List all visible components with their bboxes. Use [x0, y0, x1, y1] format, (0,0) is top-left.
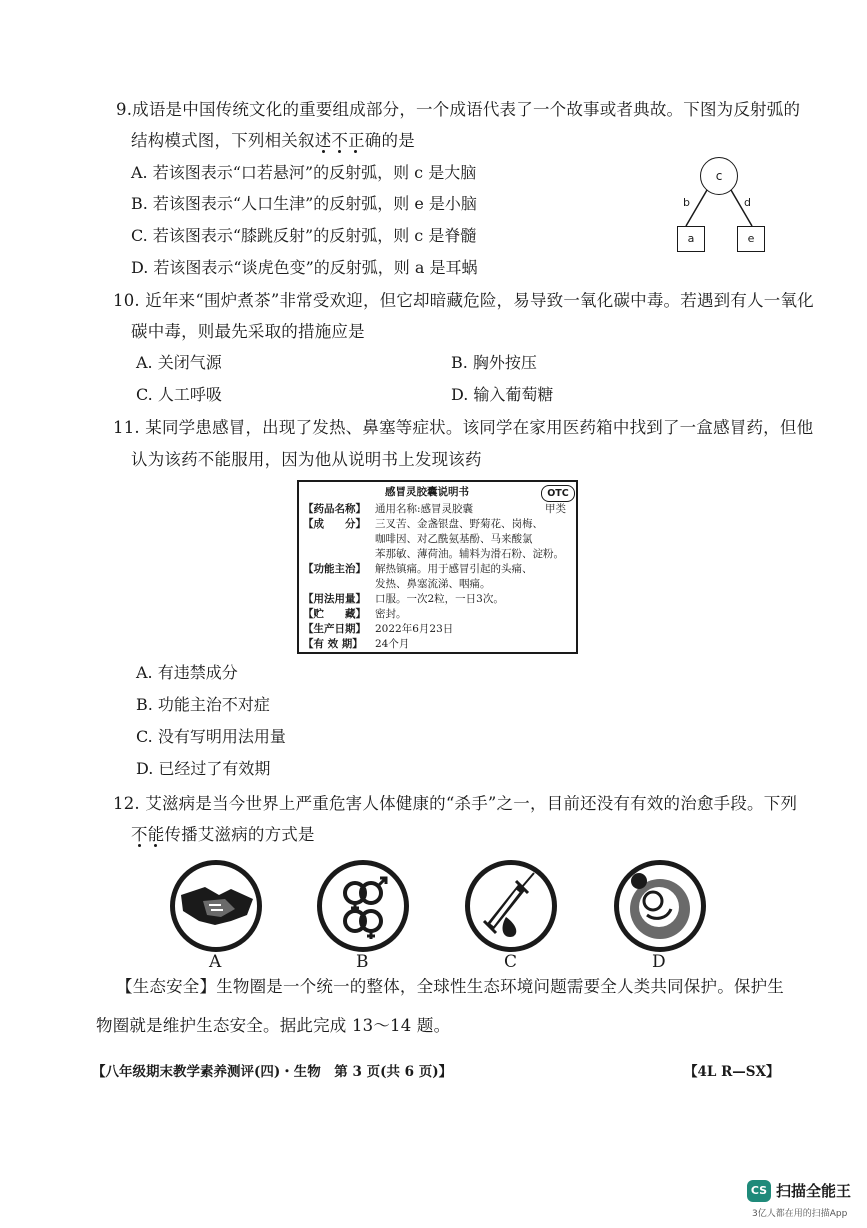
- mother-baby-icon: [614, 860, 706, 952]
- q10-stem-line1: 10. 近年来“围炉煮茶”非常受欢迎，但它却暗藏危险，易导致一氧化碳中毒。若遇到有人一氧化: [113, 291, 814, 310]
- passage-line2: 物圈就是维护生态安全。据此完成 13～14 题。: [96, 1016, 451, 1035]
- choice-b-label: B: [356, 952, 369, 972]
- label-row: 【功能主治】 解热镇痛。用于感冒引起的头痛、: [303, 563, 533, 575]
- label-row: 咖啡因、对乙酰氨基酚、马来酸氯: [375, 533, 533, 545]
- label-row: 【药品名称】 通用名称:感冒灵胶囊: [303, 503, 474, 515]
- label-d: d: [744, 196, 751, 209]
- label-row: 【有 效 期】 24个月: [303, 638, 410, 650]
- footer-page-info: 【八年级期末教学素养测评(四)・生物 第 3 页(共 6 页)】: [92, 1064, 453, 1080]
- otc-class: 甲类: [545, 503, 566, 515]
- emphasis-dot: [338, 150, 341, 153]
- watermark-app-name: 扫描全能王: [776, 1182, 852, 1200]
- emphasis-dot: [154, 844, 157, 847]
- choice-d-label: D: [652, 952, 666, 972]
- q10-stem-line2: 碳中毒，则最先采取的措施应是: [131, 322, 365, 341]
- camscanner-logo: CS: [747, 1180, 771, 1202]
- q12-stem-line2: 不能传播艾滋病的方式是: [131, 825, 315, 844]
- medicine-label: [297, 480, 578, 654]
- q11-option-a: A. 有违禁成分: [136, 663, 238, 682]
- label-b: b: [683, 196, 690, 209]
- q10-option-b: B. 胸外按压: [451, 353, 537, 372]
- choice-a-label: A: [209, 952, 222, 972]
- otc-badge: OTC: [541, 485, 575, 502]
- footer-code: 【4L R—SX】: [684, 1064, 780, 1080]
- choice-c-label: C: [504, 952, 518, 972]
- q10-option-c: C. 人工呼吸: [136, 385, 222, 404]
- emphasis-dot: [354, 150, 357, 153]
- label-row: 【成 分】 三叉苦、金盏银盘、野菊花、岗梅、: [303, 518, 543, 530]
- box-e: e: [737, 226, 765, 252]
- label-row: 苯那敏、薄荷油。辅料为滑石粉、淀粉。: [375, 548, 564, 560]
- label-row: 【用法用量】 口服。一次2粒，一日3次。: [303, 593, 504, 605]
- q9-stem-line1: 9.成语是中国传统文化的重要组成部分，一个成语代表了一个故事或者典故。下图为反射弧的: [116, 100, 801, 119]
- q11-option-d: D. 已经过了有效期: [136, 759, 271, 778]
- emphasis-dot: [322, 150, 325, 153]
- node-c: c: [700, 157, 738, 195]
- q9-option-a: A. 若该图表示“口若悬河”的反射弧，则 c 是大脑: [131, 163, 477, 182]
- q11-stem-line1: 11. 某同学患感冒，出现了发热、鼻塞等症状。该同学在家用医药箱中找到了一盒感冒药，但他: [113, 418, 814, 437]
- label-row: 【贮 藏】 密封。: [303, 608, 407, 620]
- label-row: 【生产日期】 2022年6月23日: [303, 623, 454, 635]
- handshake-icon: [170, 860, 262, 952]
- emphasis-dot: [138, 844, 141, 847]
- box-a: a: [677, 226, 705, 252]
- q11-option-b: B. 功能主治不对症: [136, 695, 270, 714]
- q10-option-a: A. 关闭气源: [136, 353, 222, 372]
- couple-symbol-icon: [317, 860, 409, 952]
- q11-option-c: C. 没有写明用法用量: [136, 727, 286, 746]
- passage-line1: 【生态安全】生物圈是一个统一的整体，全球性生态环境问题需要全人类共同保护。保护生: [116, 977, 784, 996]
- q9-option-d: D. 若该图表示“谈虎色变”的反射弧，则 a 是耳蜗: [131, 258, 478, 277]
- watermark-tagline: 3亿人都在用的扫描App: [752, 1209, 848, 1219]
- label-row: 发热、鼻塞流涕、咽痛。: [375, 578, 491, 590]
- q10-option-d: D. 输入葡萄糖: [451, 385, 554, 404]
- medicine-label-title: 感冒灵胶囊说明书: [385, 486, 469, 498]
- q12-stem-line1: 12. 艾滋病是当今世界上严重危害人体健康的“杀手”之一，目前还没有有效的治愈手段。下列: [113, 794, 798, 813]
- syringe-icon: [465, 860, 557, 952]
- q11-stem-line2: 认为该药不能服用，因为他从说明书上发现该药: [131, 450, 482, 469]
- q9-option-b: B. 若该图表示“人口生津”的反射弧，则 e 是小脑: [131, 194, 477, 213]
- q9-stem-line2: 结构模式图，下列相关叙述不正确的是: [131, 131, 415, 150]
- q9-option-c: C. 若该图表示“膝跳反射”的反射弧，则 c 是脊髓: [131, 226, 477, 245]
